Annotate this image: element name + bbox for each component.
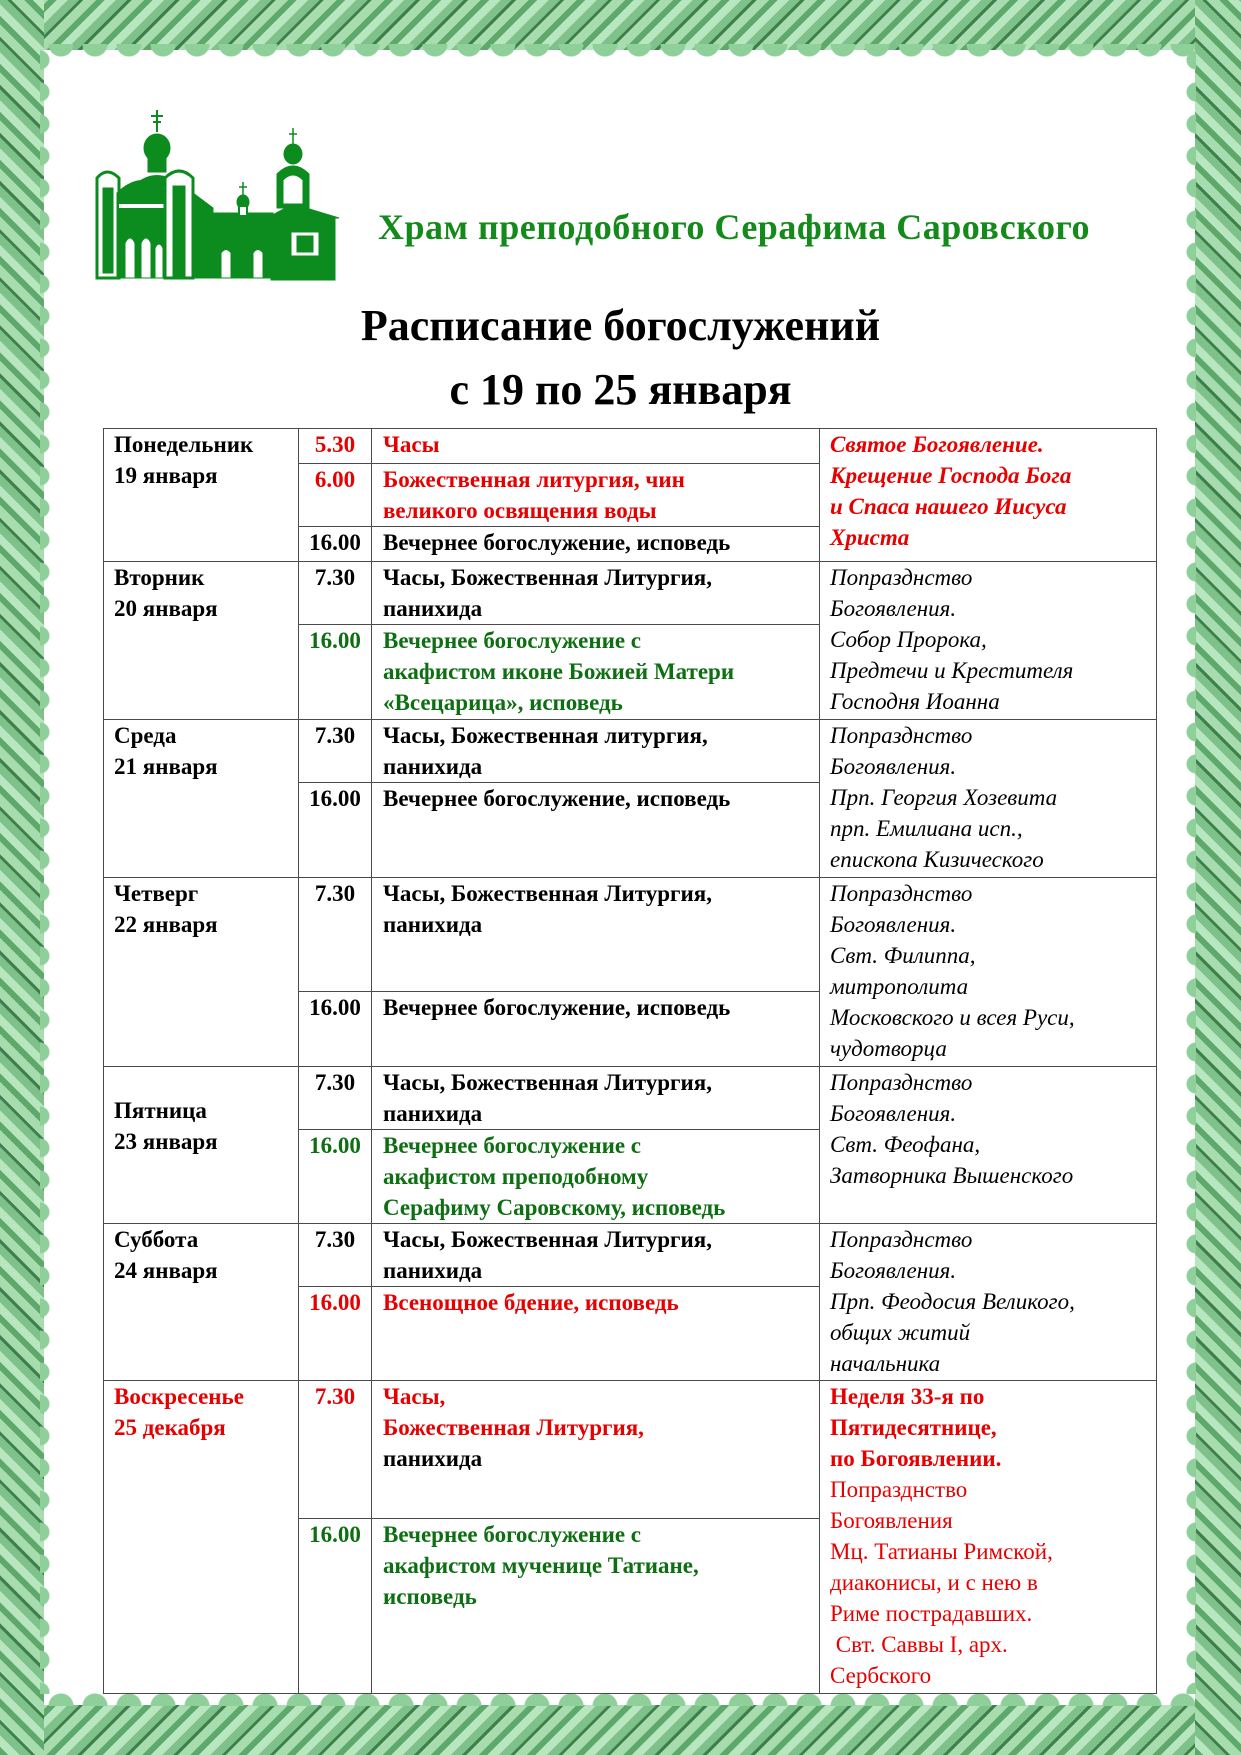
day-date: 23 января: [114, 1129, 218, 1154]
note-line: Неделя 33-я по: [830, 1384, 985, 1409]
service-time: 7.30: [299, 1067, 372, 1130]
table-row: [104, 1067, 1157, 1130]
service-name: [372, 992, 820, 1067]
feast-note: [820, 1067, 1157, 1224]
service-line: Вечернее богослужение, исповедь: [383, 995, 731, 1020]
note-line: прп. Емилиана исп.,: [830, 816, 1023, 841]
service-line: Часы, Божественная Литургия,: [383, 881, 712, 906]
service-line: исповедь: [383, 1584, 477, 1609]
note-line: епископа Кизического: [830, 847, 1044, 872]
day-cell: [104, 429, 299, 562]
service-line: акафистом иконе Божией Матери: [383, 659, 735, 684]
date-range: с 19 по 25 января: [449, 365, 792, 414]
note-line: Христа: [830, 525, 910, 550]
service-name: [372, 527, 820, 562]
day-cell: [104, 878, 299, 1067]
note-line: Господня Иоанна: [830, 689, 1000, 714]
service-time: 16.00: [299, 783, 372, 878]
church-name: Храм преподобного Серафима Саровского: [378, 207, 1090, 247]
note-line: начальника: [830, 1351, 941, 1376]
border-scallop-left: [40, 44, 50, 1694]
service-line: панихида: [383, 596, 483, 621]
service-line: панихида: [383, 912, 483, 937]
service-name: [372, 1287, 820, 1381]
note-line: Собор Пророка,: [830, 627, 987, 652]
day-name: Суббота: [114, 1227, 199, 1252]
church-logo-icon: [95, 108, 345, 288]
service-line: Серафиму Саровскому, исповедь: [383, 1195, 726, 1220]
service-time: 16.00: [299, 527, 372, 562]
note-line: Попразднство: [830, 1227, 973, 1252]
service-name: [372, 562, 820, 625]
note-line: Богоявления.: [830, 1258, 957, 1283]
service-line: Часы,: [383, 1384, 446, 1409]
service-name: [372, 720, 820, 783]
day-cell: [104, 562, 299, 720]
service-line: Часы: [383, 432, 440, 457]
table-row: [104, 878, 1157, 992]
note-line: митрополита: [830, 974, 969, 999]
feast-note: [820, 720, 1157, 878]
note-line: и Спаса нашего Иисуса: [830, 494, 1067, 519]
day-name: Пятница: [114, 1098, 207, 1123]
day-date: 25 декабря: [114, 1415, 226, 1440]
service-name: [372, 1130, 820, 1224]
service-name: [372, 878, 820, 992]
page-title: Расписание богослужений: [360, 301, 881, 350]
note-line: Богоявления.: [830, 1101, 957, 1126]
note-line: Попразднство: [830, 565, 973, 590]
table-row: [104, 1381, 1157, 1519]
service-line: Вечернее богослужение с: [383, 628, 641, 653]
border-left: [0, 0, 44, 1755]
service-name: [372, 625, 820, 720]
border-scallop-right: [1186, 44, 1196, 1694]
service-time: 16.00: [299, 992, 372, 1067]
service-time: 7.30: [299, 1224, 372, 1287]
schedule-table: [103, 428, 1157, 1694]
table-row: [104, 1224, 1157, 1287]
feast-note: [820, 1224, 1157, 1381]
note-line: чудотворца: [830, 1036, 947, 1061]
service-line: «Всецарица», исповедь: [383, 690, 623, 715]
feast-note: [820, 878, 1157, 1067]
note-line: общих житий: [830, 1320, 971, 1345]
note-line: Богоявления: [830, 1508, 953, 1533]
note-line: Московского и всея Руси,: [830, 1005, 1075, 1030]
note-line: Святое Богоявление.: [830, 432, 1044, 457]
day-cell: [104, 720, 299, 878]
service-line: Вечернее богослужение, исповедь: [383, 530, 731, 555]
note-line: Богоявления.: [830, 912, 957, 937]
border-scallop-bottom: [44, 1692, 1195, 1706]
day-cell: [104, 1067, 299, 1224]
service-line: акафистом мученице Татиане,: [383, 1553, 699, 1578]
day-name: Четверг: [114, 881, 199, 906]
service-line: панихида: [383, 1446, 483, 1471]
note-line: Свт. Феофана,: [830, 1132, 981, 1157]
note-line: Риме пострадавших.: [830, 1601, 1033, 1626]
service-line: Вечернее богослужение с: [383, 1522, 641, 1547]
note-line: Попразднство: [830, 723, 973, 748]
service-line: великого освящения воды: [383, 498, 657, 523]
service-time: 16.00: [299, 1287, 372, 1381]
border-bottom: [0, 1705, 1241, 1755]
table-row: [104, 429, 1157, 464]
note-line: Прп. Феодосия Великого,: [830, 1289, 1075, 1314]
service-line: Божественная литургия, чин: [383, 467, 685, 492]
service-name: [372, 1067, 820, 1130]
day-name: Среда: [114, 723, 177, 748]
feast-note: [820, 429, 1157, 562]
day-date: 24 января: [114, 1258, 218, 1283]
day-cell: [104, 1224, 299, 1381]
service-line: Часы, Божественная литургия,: [383, 723, 708, 748]
service-time: 5.30: [299, 429, 372, 464]
note-line: диаконисы, и с нею в: [830, 1570, 1038, 1595]
note-line: Затворника Вышенского: [830, 1163, 1074, 1188]
note-line: Свт. Филиппа,: [830, 943, 976, 968]
service-time: 7.30: [299, 1381, 372, 1519]
service-name: [372, 1381, 820, 1519]
feast-note: [820, 562, 1157, 720]
note-line: Прп. Георгия Хозевита: [830, 785, 1058, 810]
day-cell: [104, 1381, 299, 1694]
day-date: 20 января: [114, 596, 218, 621]
border-top: [0, 0, 1241, 50]
note-line: по Богоявлении.: [830, 1446, 1002, 1471]
service-time: 7.30: [299, 562, 372, 625]
service-name: [372, 1519, 820, 1694]
service-time: 6.00: [299, 464, 372, 527]
day-name: Понедельник: [114, 432, 254, 457]
day-name: Вторник: [114, 565, 205, 590]
note-line: Богоявления.: [830, 596, 957, 621]
note-line: Попразднство: [830, 1477, 968, 1502]
service-name: [372, 783, 820, 878]
note-line: Богоявления.: [830, 754, 957, 779]
service-line: Часы, Божественная Литургия,: [383, 1070, 712, 1095]
note-line: Свт. Саввы I, арх.: [830, 1632, 1008, 1657]
table-row: [104, 562, 1157, 625]
service-time: 7.30: [299, 878, 372, 992]
service-line: Вечернее богослужение, исповедь: [383, 786, 731, 811]
note-line: Предтечи и Крестителя: [830, 658, 1074, 683]
table-row: [104, 720, 1157, 783]
day-date: 21 января: [114, 754, 218, 779]
note-line: Попразднство: [830, 881, 973, 906]
service-time: 16.00: [299, 1519, 372, 1694]
service-line: Часы, Божественная Литургия,: [383, 565, 712, 590]
service-line: Вечернее богослужение с: [383, 1133, 641, 1158]
service-line: Божественная Литургия,: [383, 1415, 644, 1440]
day-name: Воскресенье: [114, 1384, 244, 1409]
service-line: панихида: [383, 754, 483, 779]
service-time: 16.00: [299, 1130, 372, 1224]
service-line: панихида: [383, 1101, 483, 1126]
note-line: Мц. Татианы Римской,: [830, 1539, 1053, 1564]
service-name: [372, 464, 820, 527]
note-line: Сербского: [830, 1663, 932, 1688]
border-right: [1195, 0, 1241, 1755]
note-line: Пятидесятнице,: [830, 1415, 997, 1440]
note-line: Крещение Господа Бога: [830, 463, 1072, 488]
service-line: Часы, Божественная Литургия,: [383, 1227, 712, 1252]
service-time: 16.00: [299, 625, 372, 720]
day-date: 22 января: [114, 912, 218, 937]
border-scallop-top: [44, 44, 1195, 58]
service-line: Всенощное бдение, исповедь: [383, 1290, 679, 1315]
day-date: 19 января: [114, 463, 218, 488]
service-name: [372, 1224, 820, 1287]
service-name: [372, 429, 820, 464]
service-line: панихида: [383, 1258, 483, 1283]
note-line: Попразднство: [830, 1070, 973, 1095]
service-time: 7.30: [299, 720, 372, 783]
service-line: акафистом преподобному: [383, 1164, 649, 1189]
feast-note: [820, 1381, 1157, 1694]
